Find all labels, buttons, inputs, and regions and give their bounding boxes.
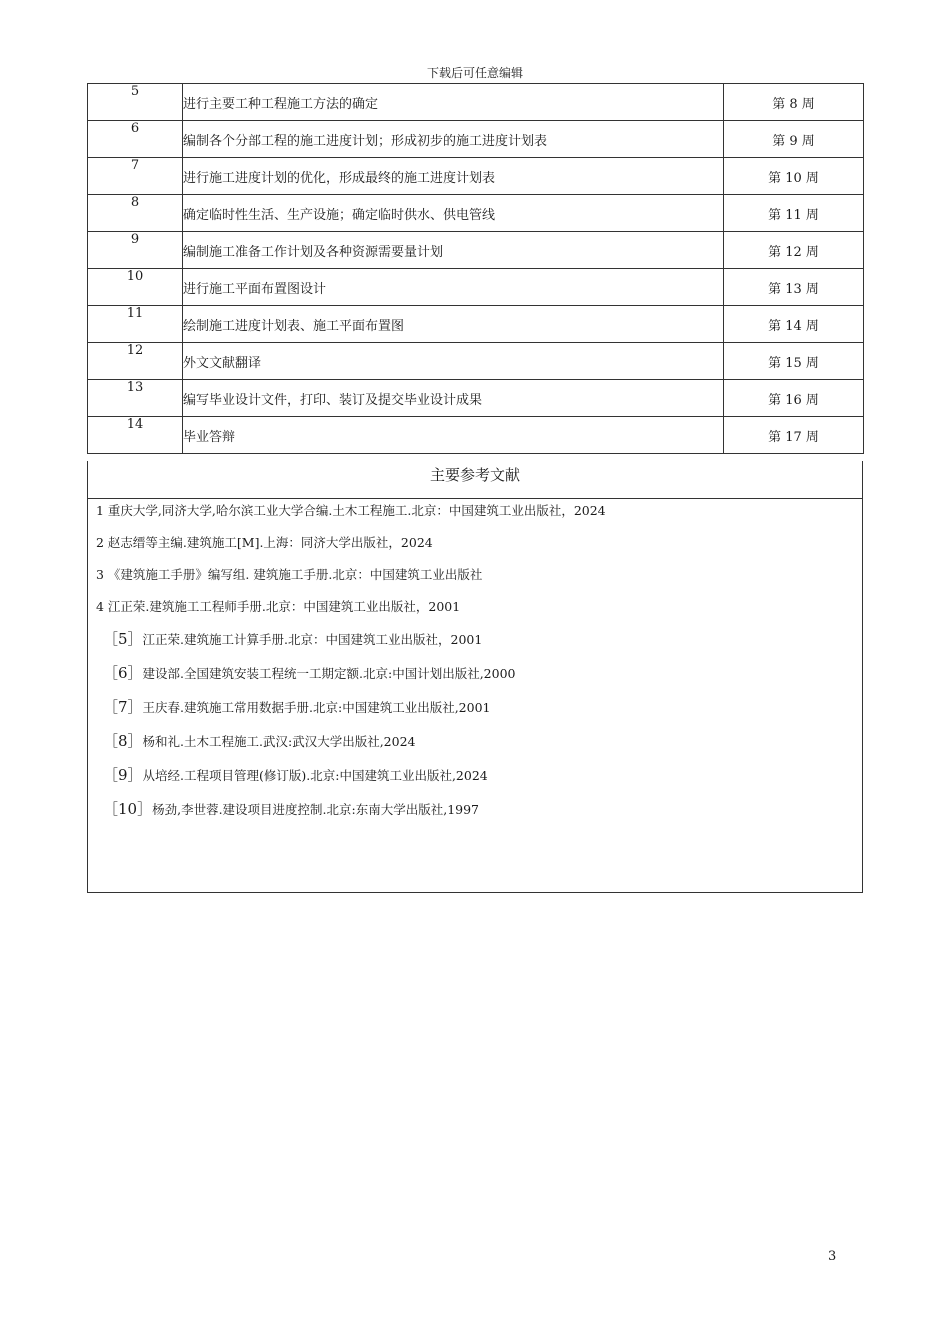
table-row xyxy=(88,343,864,380)
row-week: 第 14 周 xyxy=(724,306,864,343)
table-row xyxy=(88,380,864,417)
row-week: 第 10 周 xyxy=(724,158,864,195)
reference-item xyxy=(88,733,862,767)
reference-label: ［5］ xyxy=(103,630,143,648)
reference-item: 2 赵志缙等主编.建筑施工[M].上海：同济大学出版社，2024 xyxy=(96,535,433,550)
row-number: 7 xyxy=(88,158,183,195)
row-number: 13 xyxy=(88,380,183,417)
row-number: 6 xyxy=(88,121,183,158)
table-row xyxy=(88,269,864,306)
schedule-table xyxy=(87,83,864,454)
row-task: 外文文献翻译 xyxy=(183,343,724,380)
row-task: 编制各个分部工程的施工进度计划；形成初步的施工进度计划表 xyxy=(183,121,724,158)
table-row xyxy=(88,417,864,454)
row-week: 第 13 周 xyxy=(724,269,864,306)
row-number: 10 xyxy=(88,269,183,306)
row-week: 第 15 周 xyxy=(724,343,864,380)
table-row xyxy=(88,158,864,195)
reference-text: 杨劲,李世蓉.建设项目进度控制.北京:东南大学出版社,1997 xyxy=(152,802,480,817)
row-task: 绘制施工进度计划表、施工平面布置图 xyxy=(183,306,724,343)
references-title: 主要参考文献 xyxy=(88,461,862,499)
row-number: 12 xyxy=(88,343,183,380)
page-number: 3 xyxy=(828,1249,837,1264)
row-task: 进行主要工种工程施工方法的确定 xyxy=(183,84,724,121)
reference-text: 王庆春.建筑施工常用数据手册.北京:中国建筑工业出版社,2001 xyxy=(142,700,491,715)
reference-text: 江正荣.建筑施工计算手册.北京：中国建筑工业出版社，2001 xyxy=(142,632,483,647)
row-number: 8 xyxy=(88,195,183,232)
row-week: 第 9 周 xyxy=(724,121,864,158)
reference-label: ［8］ xyxy=(103,732,143,750)
reference-item: 1 重庆大学,同济大学,哈尔滨工业大学合编.土木工程施工.北京：中国建筑工业出版社，2024 xyxy=(96,503,606,518)
row-number: 5 xyxy=(88,84,183,121)
row-task: 编制施工准备工作计划及各种资源需要量计划 xyxy=(183,232,724,269)
reference-item: 4 江正荣.建筑施工工程师手册.北京：中国建筑工业出版社，2001 xyxy=(96,599,461,614)
reference-label: ［10］ xyxy=(103,800,153,818)
table-row xyxy=(88,232,864,269)
reference-label: ［9］ xyxy=(103,766,143,784)
reference-item xyxy=(88,699,862,733)
page-header: 下载后可任意编辑 xyxy=(426,66,523,80)
row-task: 编写毕业设计文件，打印、装订及提交毕业设计成果 xyxy=(183,380,724,417)
table-row xyxy=(88,121,864,158)
reference-label: ［6］ xyxy=(103,664,143,682)
row-number: 11 xyxy=(88,306,183,343)
row-week: 第 11 周 xyxy=(724,195,864,232)
row-task: 进行施工平面布置图设计 xyxy=(183,269,724,306)
table-row xyxy=(88,195,864,232)
table-row xyxy=(88,306,864,343)
reference-text: 杨和礼.土木工程施工.武汉:武汉大学出版社,2024 xyxy=(142,734,416,749)
row-number: 9 xyxy=(88,232,183,269)
row-task: 进行施工进度计划的优化，形成最终的施工进度计划表 xyxy=(183,158,724,195)
reference-item xyxy=(88,801,862,835)
row-week: 第 17 周 xyxy=(724,417,864,454)
reference-label: ［7］ xyxy=(103,698,143,716)
reference-text: 从培经.工程项目管理(修订版).北京:中国建筑工业出版社,2024 xyxy=(142,768,488,783)
row-week: 第 16 周 xyxy=(724,380,864,417)
row-task: 毕业答辩 xyxy=(183,417,724,454)
row-week: 第 12 周 xyxy=(724,232,864,269)
reference-item xyxy=(88,665,862,699)
reference-item xyxy=(88,767,862,801)
row-number: 14 xyxy=(88,417,183,454)
reference-item: 3 《建筑施工手册》编写组. 建筑施工手册.北京：中国建筑工业出版社 xyxy=(96,567,483,582)
reference-item xyxy=(88,631,862,665)
row-task: 确定临时性生活、生产设施；确定临时供水、供电管线 xyxy=(183,195,724,232)
row-week: 第 8 周 xyxy=(724,84,864,121)
table-row xyxy=(88,84,864,121)
references-list xyxy=(88,499,862,835)
references-section xyxy=(87,461,863,893)
reference-text: 建设部.全国建筑安装工程统一工期定额.北京:中国计划出版社,2000 xyxy=(142,666,516,681)
